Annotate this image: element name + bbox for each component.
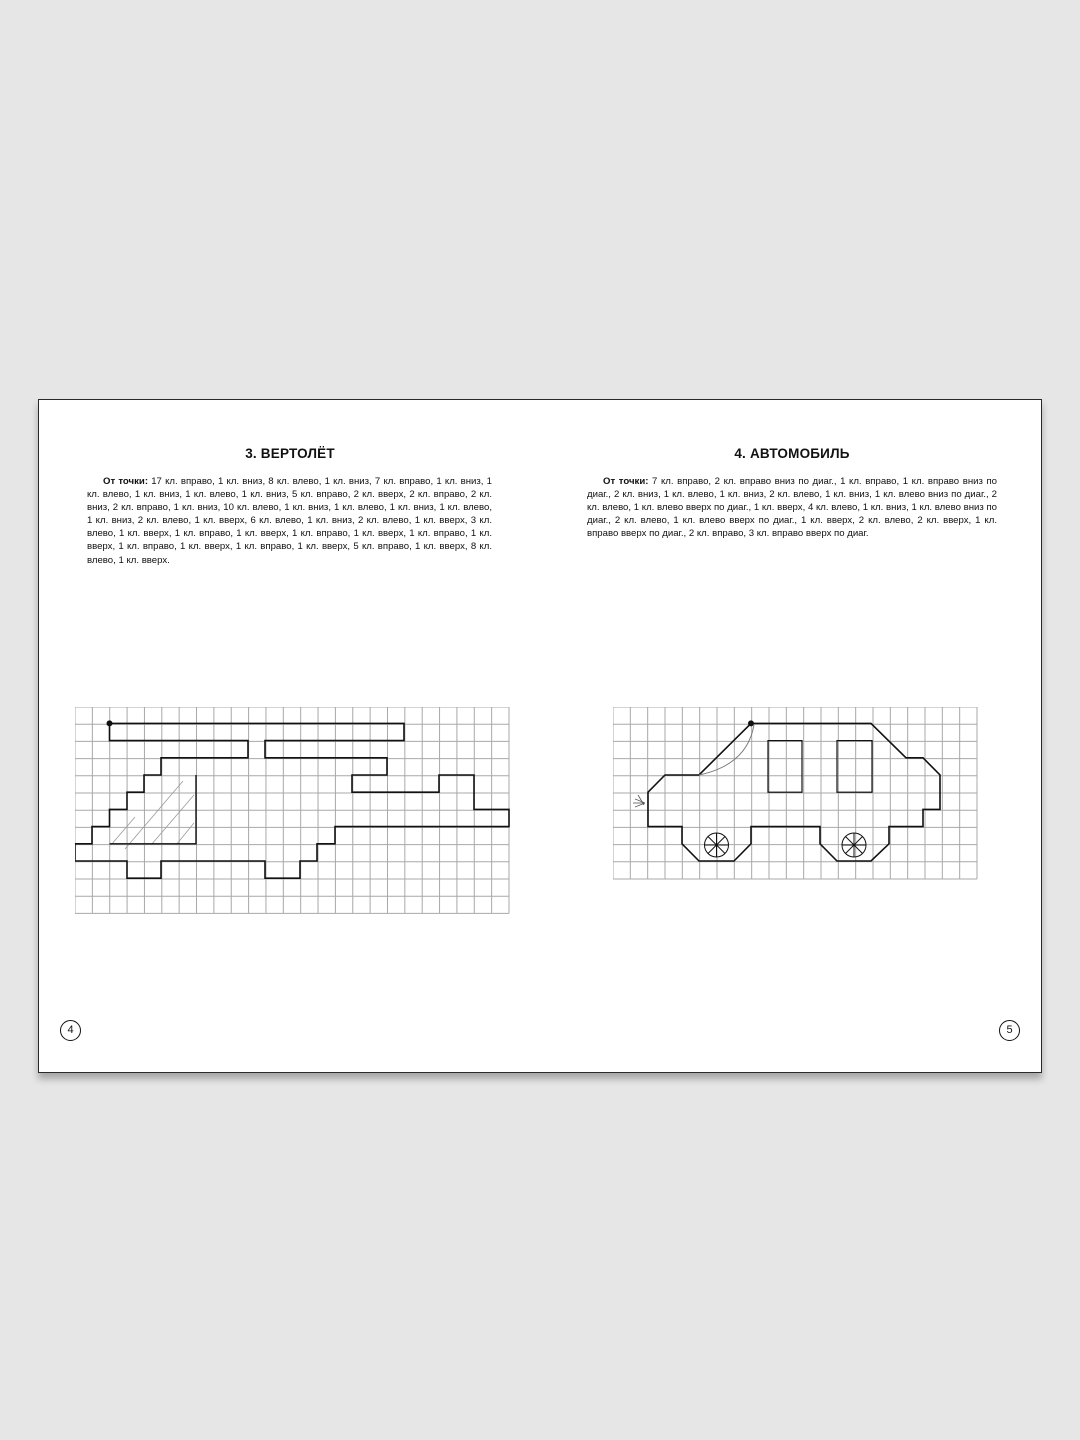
left-page	[39, 400, 541, 1072]
car-grid	[613, 707, 981, 883]
car-exhaust-sketch	[633, 795, 645, 807]
helicopter-hatching	[111, 781, 194, 849]
left-page-lead: От точки:	[103, 476, 149, 487]
left-page-title: 3. ВЕРТОЛЁТ	[245, 446, 335, 461]
helicopter-outline	[75, 723, 509, 878]
car-wheel-right	[842, 833, 866, 857]
car-wheel-left	[705, 833, 729, 857]
right-page-instructions	[587, 475, 997, 540]
right-page-number: 5	[999, 1020, 1020, 1041]
book-spread	[38, 399, 1042, 1073]
left-page-number: 4	[60, 1020, 81, 1041]
car-window-right	[837, 741, 872, 793]
right-page-instructions-text: 7 кл. вправо, 2 кл. вправо вниз по диаг., 1 кл. вправо, 1 кл. вправо вниз по диаг., 2 кл. вниз, 1 кл. влево, 1 кл. вниз, 2 кл. влево, 1 кл. вниз, 1 кл. влево вниз по диаг., 2 кл. влево, 1 кл. влево вверх по диаг., 1 кл. вверх, 4 кл. влево, 1 кл. вниз, 1 кл. влево вниз по диаг., 2 кл. влево, 1 кл. влево вверх по диаг., 1 кл. вверх, 2 кл. влево, 2 кл. вверх, 1 кл. вправо вверх по диаг., 2 кл. вправо, 3 кл. вправо вверх по диаг.	[587, 476, 998, 540]
right-page-lead: От точки:	[603, 476, 649, 487]
right-page-title: 4. АВТОМОБИЛЬ	[734, 446, 850, 461]
car-window-left	[768, 741, 802, 793]
helicopter-grid	[75, 707, 511, 917]
left-page-instructions	[87, 475, 492, 567]
left-page-instructions-text: 17 кл. вправо, 1 кл. вниз, 8 кл. влево, 1 кл. вниз, 7 кл. вправо, 1 кл. вниз, 1 кл. влево, 1 кл. вниз, 1 кл. влево, 1 кл. вниз, 5 кл. вправо, 2 кл. вверх, 2 кл. вправо, 2 кл. вниз, 2 кл. вправо, 1 кл. вниз, 10 кл. влево, 1 кл. вниз, 1 кл. влево, 1 кл. вниз, 1 кл. влево, 1 кл. вниз, 2 кл. влево, 1 кл. вверх, 6 кл. влево, 1 кл. вниз, 2 кл. влево, 1 кл. вверх, 3 кл. влево, 1 кл. вверх, 1 кл. вправо, 1 кл. вверх, 1 кл. вправо, 1 кл. вверх, 1 кл. вправо, 1 кл. вверх, 1 кл. вправо, 1 кл. вверх, 1 кл. вправо, 1 кл. вверх, 5 кл. вправо, 1 кл. вверх, 8 кл. влево, 1 кл. вверх.	[87, 476, 492, 566]
car-grid-lines	[613, 707, 977, 879]
helicopter-start-dot	[107, 720, 113, 726]
helicopter-grid-lines	[75, 707, 509, 913]
car-start-dot	[748, 720, 754, 726]
right-page	[541, 400, 1043, 1072]
